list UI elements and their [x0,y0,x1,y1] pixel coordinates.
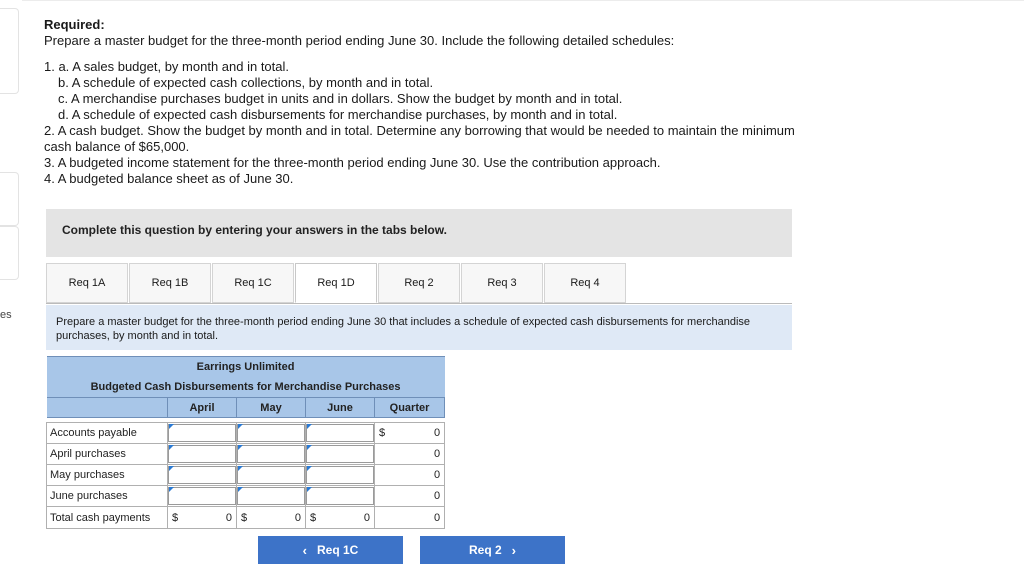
required-item: d. A schedule of expected cash disbursements for merchandise purchases, by month and in total. [58,107,618,122]
rail-card[interactable] [0,226,19,280]
accounts-payable-may-input[interactable] [237,424,305,442]
currency-symbol: $ [172,511,179,524]
april-purchases-may-input[interactable] [237,445,305,463]
tab-req-1b[interactable]: Req 1B [129,263,211,303]
quarter-value: 0 [433,427,441,439]
required-item: b. A schedule of expected cash collections, by month and in total. [58,75,434,90]
row-label: April purchases [47,444,168,465]
april-purchases-april-input[interactable] [168,445,236,463]
may-purchases-june-input[interactable] [306,466,374,484]
cash-disbursements-schedule [46,356,444,529]
rail-card[interactable] [0,8,19,94]
required-item: c. A merchandise purchases budget in units and in dollars. Show the budget by month and in total. [58,91,623,106]
tab-divider [46,303,792,304]
tab-req-1a[interactable]: Req 1A [46,263,128,303]
april-input-cell[interactable] [168,444,237,465]
may-input-cell[interactable] [237,465,306,486]
accounts-payable-june-input[interactable] [306,424,374,442]
total-may-value: 0 [294,511,301,524]
tab-req-1c[interactable]: Req 1C [212,263,294,303]
required-item: cash balance of $65,000. [44,139,190,154]
may-input-cell[interactable] [237,444,306,465]
tab-req-3[interactable]: Req 3 [461,263,543,303]
april-input-cell[interactable] [168,423,237,444]
required-item: 2. A cash budget. Show the budget by month and in total. Determine any borrowing that would be needed to maintain the minimum [44,123,795,138]
required-item: 3. A budgeted income statement for the three-month period ending June 30. Use the contribution approach. [44,155,661,170]
next-req-label: Req 2 [468,543,502,557]
total-row [47,507,445,529]
quarter-cell [375,423,445,444]
total-june-cell [306,507,375,529]
required-heading: Required: [44,17,105,32]
prev-req-button[interactable] [258,536,403,564]
column-header-may: May [237,398,306,418]
currency-symbol: $ [310,511,317,524]
row-label: Accounts payable [47,423,168,444]
accounts-payable-april-input[interactable] [168,424,236,442]
june-purchases-april-input[interactable] [168,487,236,505]
total-quarter-value: 0 [375,507,445,529]
column-header-april: April [168,398,237,418]
chevron-left-icon: ‹ [302,542,307,558]
row-label: June purchases [47,486,168,507]
next-req-button[interactable] [420,536,565,564]
currency-symbol: $ [379,427,386,439]
tab-req-4[interactable]: Req 4 [544,263,626,303]
required-item: 1. a. A sales budget, by month and in total. [44,59,290,74]
april-input-cell[interactable] [168,465,237,486]
rail-partial-label: es [0,309,12,321]
total-april-cell [168,507,237,529]
table-row [47,465,445,486]
june-input-cell[interactable] [306,486,375,507]
june-purchases-may-input[interactable] [237,487,305,505]
total-april-value: 0 [225,511,232,524]
tab-req-1d[interactable]: Req 1D [295,263,377,303]
question-prompt: Prepare a master budget for the three-month period ending June 30 that includes a schedule of expected cash disbursements for merchandise purchases, by month and in total. [46,305,792,350]
june-input-cell[interactable] [306,423,375,444]
june-input-cell[interactable] [306,444,375,465]
requirement-tabs [46,263,627,303]
tab-req-2[interactable]: Req 2 [378,263,460,303]
rail-card[interactable] [0,172,19,226]
may-purchases-april-input[interactable] [168,466,236,484]
april-input-cell[interactable] [168,486,237,507]
june-purchases-june-input[interactable] [306,487,374,505]
may-purchases-may-input[interactable] [237,466,305,484]
top-divider [22,0,1024,1]
column-header-quarter: Quarter [375,398,445,418]
total-may-cell [237,507,306,529]
chevron-right-icon: › [511,542,517,558]
table-row [47,486,445,507]
row-label: Total cash payments [47,507,168,529]
quarter-value: 0 [375,486,445,507]
table-row [47,444,445,465]
total-june-value: 0 [363,511,370,524]
required-intro: Prepare a master budget for the three-month period ending June 30. Include the following detailed schedules: [44,33,675,48]
quarter-value: 0 [375,465,445,486]
company-name: Earrings Unlimited [47,357,445,378]
column-header-blank [47,398,168,418]
table-row [47,423,445,444]
quarter-value: 0 [375,444,445,465]
schedule-title: Budgeted Cash Disbursements for Merchandise Purchases [47,377,445,398]
currency-symbol: $ [241,511,248,524]
june-input-cell[interactable] [306,465,375,486]
required-item: 4. A budgeted balance sheet as of June 30. [44,171,294,186]
instructions-banner: Complete this question by entering your answers in the tabs below. [46,209,792,257]
required-section [44,17,944,187]
may-input-cell[interactable] [237,423,306,444]
row-label: May purchases [47,465,168,486]
april-purchases-june-input[interactable] [306,445,374,463]
may-input-cell[interactable] [237,486,306,507]
prev-req-label: Req 1C [317,543,359,557]
column-header-june: June [306,398,375,418]
